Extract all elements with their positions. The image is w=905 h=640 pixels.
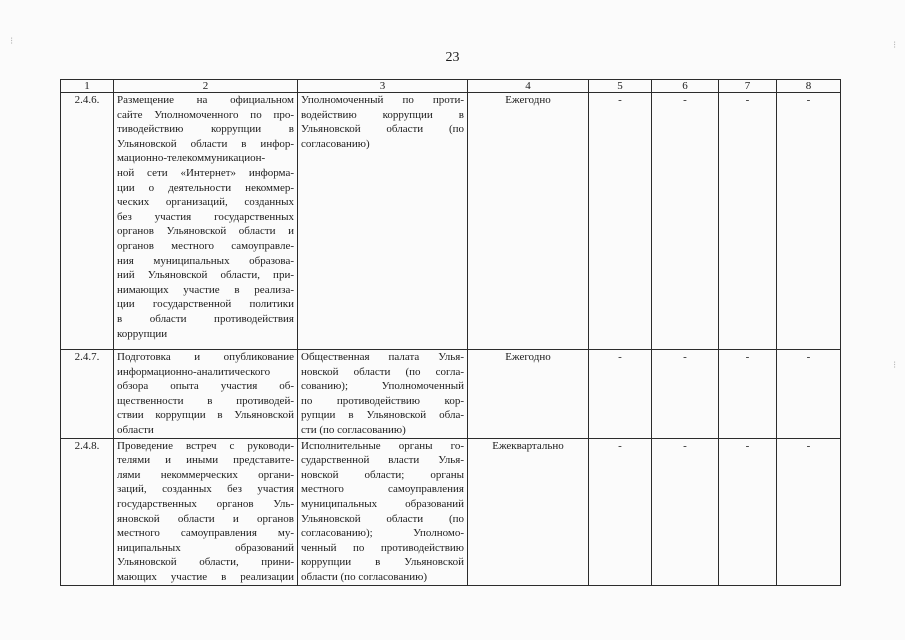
text-line: информационно-аналитического xyxy=(117,365,271,378)
column-header: 4 xyxy=(468,80,589,93)
text-line: мационно-телекоммуникацион- xyxy=(117,152,266,165)
text-line: области (по согласованию) xyxy=(301,570,427,583)
text-line: обзора опыта участия об- xyxy=(117,380,294,393)
text-line: сударственной власти Улья- xyxy=(301,454,464,467)
value-cell: - xyxy=(719,350,777,439)
value-cell: - xyxy=(652,93,719,350)
text-line: Размещение на официальном xyxy=(117,94,294,106)
item-number: 2.4.8. xyxy=(61,438,114,585)
value-cell: - xyxy=(777,438,841,585)
text-line: органов Ульяновской области и xyxy=(117,225,294,238)
text-line: Ульяновской области (по xyxy=(301,512,464,525)
scan-artifact: ⁝ xyxy=(893,360,897,371)
text-line: ческих организаций, созданных xyxy=(117,196,294,209)
value-cell: - xyxy=(777,350,841,439)
text-line: ния муниципальных образова- xyxy=(117,254,294,267)
frequency: Ежегодно xyxy=(468,93,589,350)
text-line: заций, созданных без участия xyxy=(117,483,294,496)
item-number: 2.4.7. xyxy=(61,350,114,439)
text-line: ной сети «Интернет» информа- xyxy=(117,166,294,179)
text-line: нимающих участие в реализа- xyxy=(117,283,294,296)
text-line: щественности в противодей- xyxy=(117,394,294,407)
value-cell: - xyxy=(719,438,777,585)
column-header: 8 xyxy=(777,80,841,93)
responsible-party xyxy=(298,350,468,439)
text-line: местного самоуправления xyxy=(301,483,464,496)
measures-table xyxy=(60,79,841,586)
column-header: 2 xyxy=(114,80,298,93)
column-header: 7 xyxy=(719,80,777,93)
text-line: Ульяновской области, прини- xyxy=(117,556,294,569)
text-line: Исполнительные органы го- xyxy=(301,439,464,452)
responsible-party xyxy=(298,93,468,350)
scan-artifact: ⁝ xyxy=(10,36,14,47)
table-row xyxy=(61,438,841,585)
text-line: Подготовка и опубликование xyxy=(117,351,294,363)
measure-description xyxy=(114,350,298,439)
text-line: коррупции xyxy=(117,327,168,340)
item-number: 2.4.6. xyxy=(61,93,114,350)
responsible-party xyxy=(298,438,468,585)
text-line: ниципальных образований xyxy=(117,541,294,554)
text-line: Проведение встреч с руководи- xyxy=(117,439,294,452)
text-line: тиводействию коррупции в xyxy=(117,123,294,136)
frequency: Ежеквартально xyxy=(468,438,589,585)
column-header: 3 xyxy=(298,80,468,93)
value-cell: - xyxy=(719,93,777,350)
text-line: сованию); Уполномоченный xyxy=(301,380,464,393)
text-line: мающих участие в реализации xyxy=(117,570,294,583)
text-line: коррупции в Ульяновской xyxy=(301,556,464,569)
column-header: 5 xyxy=(589,80,652,93)
text-line: телями и иными представите- xyxy=(117,454,294,467)
frequency: Ежегодно xyxy=(468,350,589,439)
text-line: согласованию); Уполномо- xyxy=(301,527,464,540)
text-line: органов местного самоуправле- xyxy=(117,239,294,252)
text-line: согласованию) xyxy=(301,137,370,150)
text-line: ствии коррупции в Ульяновской xyxy=(117,409,294,422)
text-line: новской области; органы xyxy=(301,468,464,481)
column-header: 1 xyxy=(61,80,114,93)
text-line: сти (по согласованию) xyxy=(301,423,406,436)
text-line: ции о деятельности некоммер- xyxy=(117,181,294,194)
value-cell: - xyxy=(589,93,652,350)
measure-description xyxy=(114,93,298,350)
text-line: новской области (по согла- xyxy=(301,365,464,378)
text-line: муниципальных образований xyxy=(301,497,464,510)
text-line: рупции в Ульяновской обла- xyxy=(301,409,464,422)
text-line: Общественная палата Улья- xyxy=(301,351,464,363)
text-line: Ульяновской области (по xyxy=(301,123,464,136)
text-line: ченный по противодействию xyxy=(301,541,464,554)
measure-description xyxy=(114,438,298,585)
value-cell: - xyxy=(589,350,652,439)
page-number: 23 xyxy=(445,50,460,65)
text-line: Уполномоченный по проти- xyxy=(301,94,464,106)
text-line: ции государственной политики xyxy=(117,298,294,311)
value-cell: - xyxy=(589,438,652,585)
text-line: лями некоммерческих органи- xyxy=(117,468,294,481)
text-line: в области противодействия xyxy=(117,312,294,325)
value-cell: - xyxy=(652,438,719,585)
value-cell: - xyxy=(777,93,841,350)
column-header: 6 xyxy=(652,80,719,93)
text-line: сайте Уполномоченного по про- xyxy=(117,108,294,121)
scan-artifact: ⁝ xyxy=(893,40,897,51)
text-line: без участия государственных xyxy=(117,210,294,223)
value-cell: - xyxy=(652,350,719,439)
text-line: ний Ульяновской области, при- xyxy=(117,269,294,282)
text-line: области xyxy=(117,423,154,436)
header-row xyxy=(61,80,841,93)
text-line: местного самоуправления му- xyxy=(117,527,294,540)
text-line: яновской области и органов xyxy=(117,512,294,525)
table-row xyxy=(61,350,841,439)
table-row xyxy=(61,93,841,350)
text-line: водействию коррупции в xyxy=(301,108,464,121)
text-line: государственных органов Уль- xyxy=(117,497,294,510)
text-line: Ульяновской области в инфор- xyxy=(117,137,294,150)
text-line: по противодействию кор- xyxy=(301,394,464,407)
